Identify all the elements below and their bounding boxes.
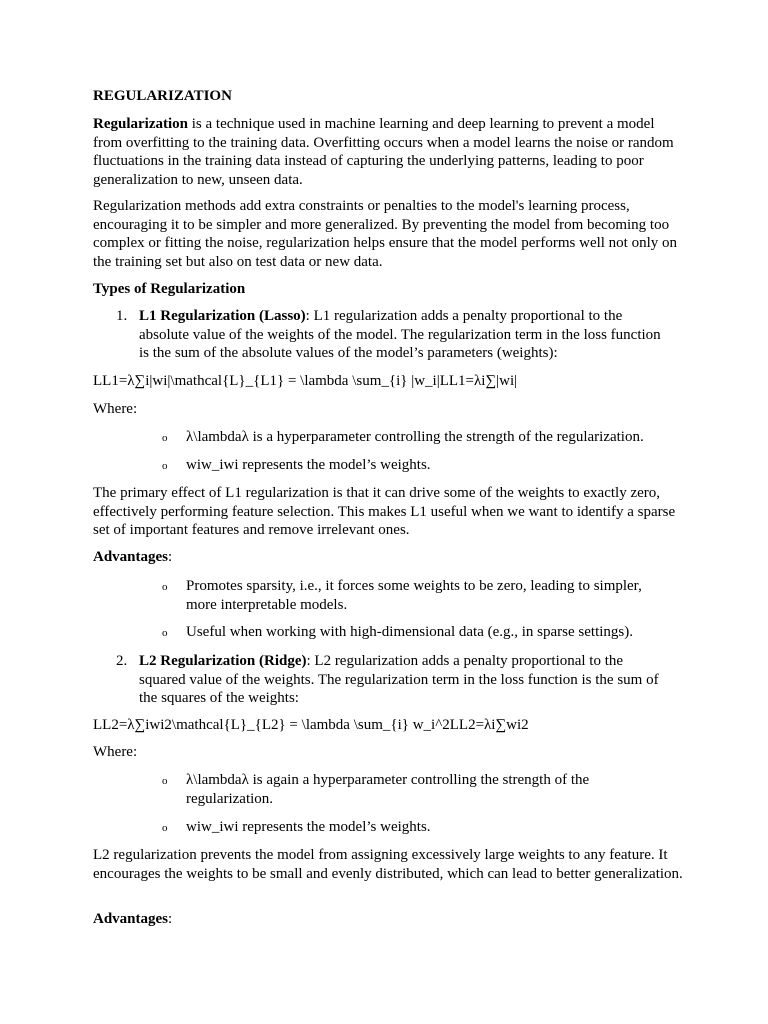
- bullet-icon: o: [162, 775, 168, 787]
- l2-item: [139, 652, 669, 708]
- l2-formula: LL2=λ∑iwi2\mathcal{L}_{L2} = \lambda \sum_{i} w_i^2LL2=λi∑wi2: [93, 717, 529, 733]
- l1-number: 1.: [116, 308, 128, 324]
- l1-formula: LL1=λ∑i|wi|\mathcal{L}_{L1} = \lambda \sum_{i} |w_i|LL1=λi∑|wi|: [93, 373, 518, 389]
- l2-where-item-1: λ\lambdaλ is again a hyperparameter controlling the strength of the regularization.: [186, 772, 590, 807]
- l1-where-item-1: λ\lambdaλ is a hyperparameter controlling the strength of the regularization.: [186, 429, 644, 445]
- bullet-icon: o: [162, 627, 168, 639]
- l1-advantage-1: Promotes sparsity, i.e., it forces some weights to be zero, leading to simpler, more interpretable models.: [186, 578, 642, 613]
- l1-where-item-2: wiw_iwi represents the model’s weights.: [186, 457, 431, 473]
- l1-advantages-heading: Advantages:: [93, 549, 173, 565]
- intro-text: is a technique used in machine learning and deep learning to prevent a model from overfitting to the training data. Overfitting occurs when a model learns the noise or random fluctuations in the training data instead of capturing the underlying patterns, leading to poor generalization to new, unseen data.: [93, 116, 674, 188]
- page-title: REGULARIZATION: [93, 88, 232, 104]
- l2-advantages-heading: Advantages:: [93, 911, 173, 927]
- bullet-icon: o: [162, 581, 168, 593]
- bullet-icon: o: [162, 822, 168, 834]
- l1-effect-paragraph: The primary effect of L1 regularization is that it can drive some of the weights to exactly zero, effectively performing feature selection. This makes L1 useful when we want to identify a sparse set of important features and remove irrelevant ones.: [93, 485, 676, 538]
- l1-desc: : L1 regularization adds a penalty proportional to the absolute value of the weights of the model. The regularization term in the loss function is the sum of the absolute values of the model’s parameters (weights):: [139, 308, 661, 361]
- types-heading: Types of Regularization: [93, 281, 246, 297]
- l2-where: Where:: [93, 744, 138, 760]
- intro-paragraph: [93, 115, 683, 189]
- l2-number: 2.: [116, 653, 128, 669]
- bullet-icon: o: [162, 460, 168, 472]
- methods-paragraph: Regularization methods add extra constraints or penalties to the model's learning process, encouraging it to be simpler and more generalized. By preventing the model from becoming too complex or fitting the noise, regularization helps ensure that the model performs well not only on the training set but also on test data or new data.: [93, 198, 678, 270]
- l1-name: L1 Regularization (Lasso): [139, 308, 306, 324]
- l2-effect-paragraph: L2 regularization prevents the model from assigning excessively large weights to any feature. It encourages the weights to be small and evenly distributed, which can lead to better generalization.: [93, 847, 683, 882]
- l1-item: [139, 307, 669, 363]
- intro-term: Regularization: [93, 116, 188, 132]
- l1-advantage-2: Useful when working with high-dimensional data (e.g., in sparse settings).: [186, 624, 633, 640]
- bullet-icon: o: [162, 432, 168, 444]
- l2-desc: : L2 regularization adds a penalty proportional to the squared value of the weights. The regularization term in the loss function is the sum of the squares of the weights:: [139, 653, 659, 706]
- l2-where-item-2: wiw_iwi represents the model’s weights.: [186, 819, 431, 835]
- l2-name: L2 Regularization (Ridge): [139, 653, 307, 669]
- l1-where: Where:: [93, 401, 138, 417]
